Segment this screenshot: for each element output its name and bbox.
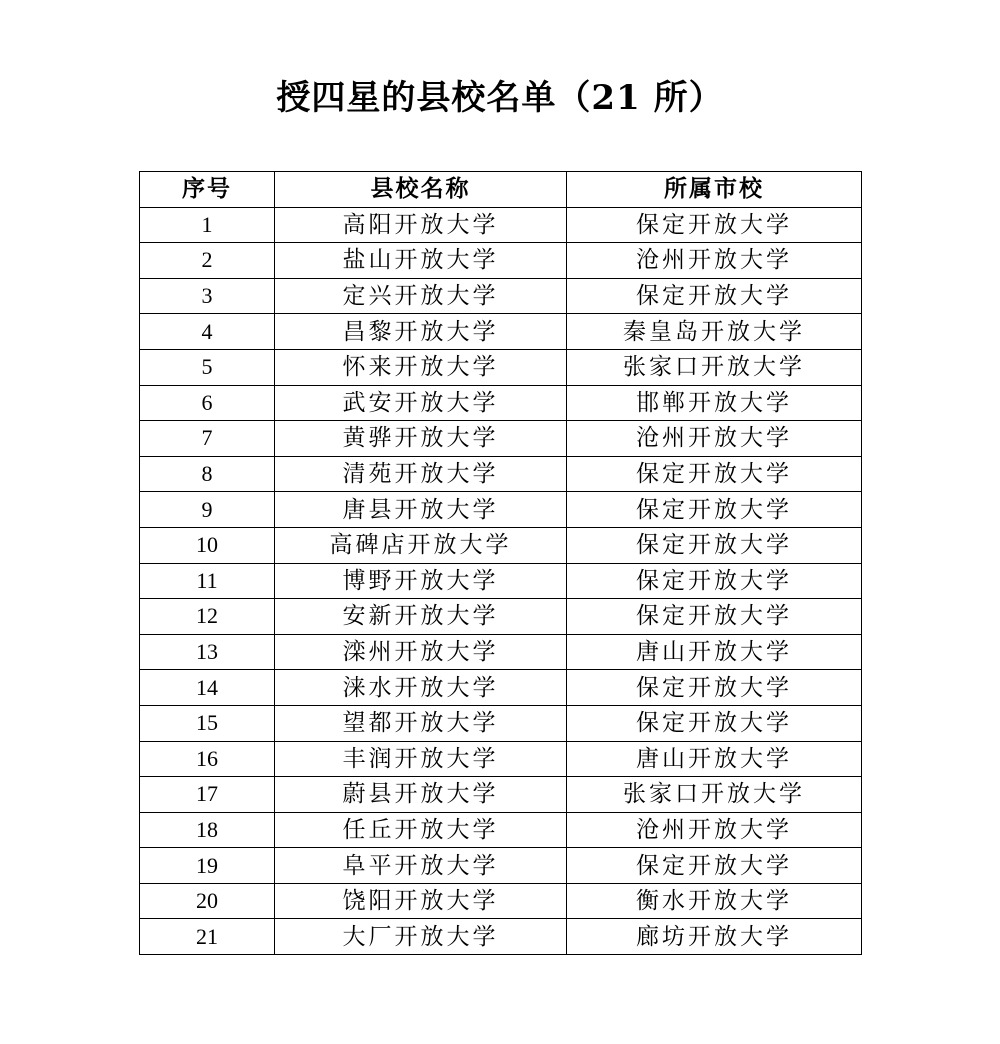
cell-county-school: 怀来开放大学 — [275, 349, 567, 385]
header-county-school: 县校名称 — [275, 172, 567, 208]
cell-index: 19 — [140, 848, 275, 884]
cell-city-school: 保定开放大学 — [567, 848, 862, 884]
cell-index: 16 — [140, 741, 275, 777]
table-row — [140, 848, 862, 884]
cell-city-school: 沧州开放大学 — [567, 812, 862, 848]
cell-city-school: 张家口开放大学 — [567, 777, 862, 813]
cell-city-school: 衡水开放大学 — [567, 883, 862, 919]
table-row — [140, 919, 862, 955]
cell-city-school: 沧州开放大学 — [567, 421, 862, 457]
cell-county-school: 定兴开放大学 — [275, 278, 567, 314]
cell-index: 17 — [140, 777, 275, 813]
cell-county-school: 滦州开放大学 — [275, 634, 567, 670]
table-row — [140, 527, 862, 563]
table-row — [140, 705, 862, 741]
cell-index: 10 — [140, 527, 275, 563]
cell-county-school: 黄骅开放大学 — [275, 421, 567, 457]
cell-county-school: 博野开放大学 — [275, 563, 567, 599]
cell-index: 13 — [140, 634, 275, 670]
table-row — [140, 777, 862, 813]
header-city-school: 所属市校 — [567, 172, 862, 208]
cell-city-school: 保定开放大学 — [567, 456, 862, 492]
cell-city-school: 保定开放大学 — [567, 705, 862, 741]
cell-city-school: 秦皇岛开放大学 — [567, 314, 862, 350]
table-row — [140, 812, 862, 848]
cell-index: 1 — [140, 207, 275, 243]
cell-city-school: 唐山开放大学 — [567, 741, 862, 777]
schools-table — [139, 171, 862, 955]
cell-index: 12 — [140, 599, 275, 635]
cell-index: 2 — [140, 243, 275, 279]
cell-index: 14 — [140, 670, 275, 706]
table-row — [140, 670, 862, 706]
cell-index: 21 — [140, 919, 275, 955]
cell-county-school: 武安开放大学 — [275, 385, 567, 421]
cell-index: 20 — [140, 883, 275, 919]
cell-county-school: 涞水开放大学 — [275, 670, 567, 706]
table-row — [140, 883, 862, 919]
cell-city-school: 保定开放大学 — [567, 599, 862, 635]
cell-county-school: 高阳开放大学 — [275, 207, 567, 243]
table-row — [140, 207, 862, 243]
table-row — [140, 599, 862, 635]
table-row — [140, 349, 862, 385]
cell-city-school: 保定开放大学 — [567, 527, 862, 563]
table-header-row — [140, 172, 862, 208]
cell-index: 18 — [140, 812, 275, 848]
cell-county-school: 阜平开放大学 — [275, 848, 567, 884]
cell-index: 5 — [140, 349, 275, 385]
header-index: 序号 — [140, 172, 275, 208]
cell-county-school: 任丘开放大学 — [275, 812, 567, 848]
cell-city-school: 廊坊开放大学 — [567, 919, 862, 955]
table-row — [140, 634, 862, 670]
cell-index: 6 — [140, 385, 275, 421]
cell-index: 9 — [140, 492, 275, 528]
cell-city-school: 张家口开放大学 — [567, 349, 862, 385]
cell-city-school: 邯郸开放大学 — [567, 385, 862, 421]
document-title: 授四星的县校名单（21 所） — [276, 78, 724, 118]
cell-county-school: 盐山开放大学 — [275, 243, 567, 279]
cell-index: 11 — [140, 563, 275, 599]
table-row — [140, 385, 862, 421]
table-row — [140, 421, 862, 457]
cell-county-school: 饶阳开放大学 — [275, 883, 567, 919]
cell-index: 8 — [140, 456, 275, 492]
table-row — [140, 314, 862, 350]
cell-county-school: 清苑开放大学 — [275, 456, 567, 492]
cell-city-school: 保定开放大学 — [567, 670, 862, 706]
cell-county-school: 丰润开放大学 — [275, 741, 567, 777]
cell-county-school: 高碑店开放大学 — [275, 527, 567, 563]
cell-county-school: 安新开放大学 — [275, 599, 567, 635]
cell-city-school: 唐山开放大学 — [567, 634, 862, 670]
cell-county-school: 大厂开放大学 — [275, 919, 567, 955]
cell-city-school: 保定开放大学 — [567, 492, 862, 528]
cell-county-school: 蔚县开放大学 — [275, 777, 567, 813]
table-row — [140, 563, 862, 599]
cell-county-school: 望都开放大学 — [275, 705, 567, 741]
table-row — [140, 492, 862, 528]
cell-index: 7 — [140, 421, 275, 457]
table-row — [140, 278, 862, 314]
cell-city-school: 沧州开放大学 — [567, 243, 862, 279]
cell-city-school: 保定开放大学 — [567, 207, 862, 243]
cell-county-school: 昌黎开放大学 — [275, 314, 567, 350]
cell-index: 15 — [140, 705, 275, 741]
cell-index: 4 — [140, 314, 275, 350]
cell-county-school: 唐县开放大学 — [275, 492, 567, 528]
cell-city-school: 保定开放大学 — [567, 563, 862, 599]
table-row — [140, 243, 862, 279]
table-body — [140, 207, 862, 954]
table-row — [140, 456, 862, 492]
cell-index: 3 — [140, 278, 275, 314]
cell-city-school: 保定开放大学 — [567, 278, 862, 314]
table-row — [140, 741, 862, 777]
